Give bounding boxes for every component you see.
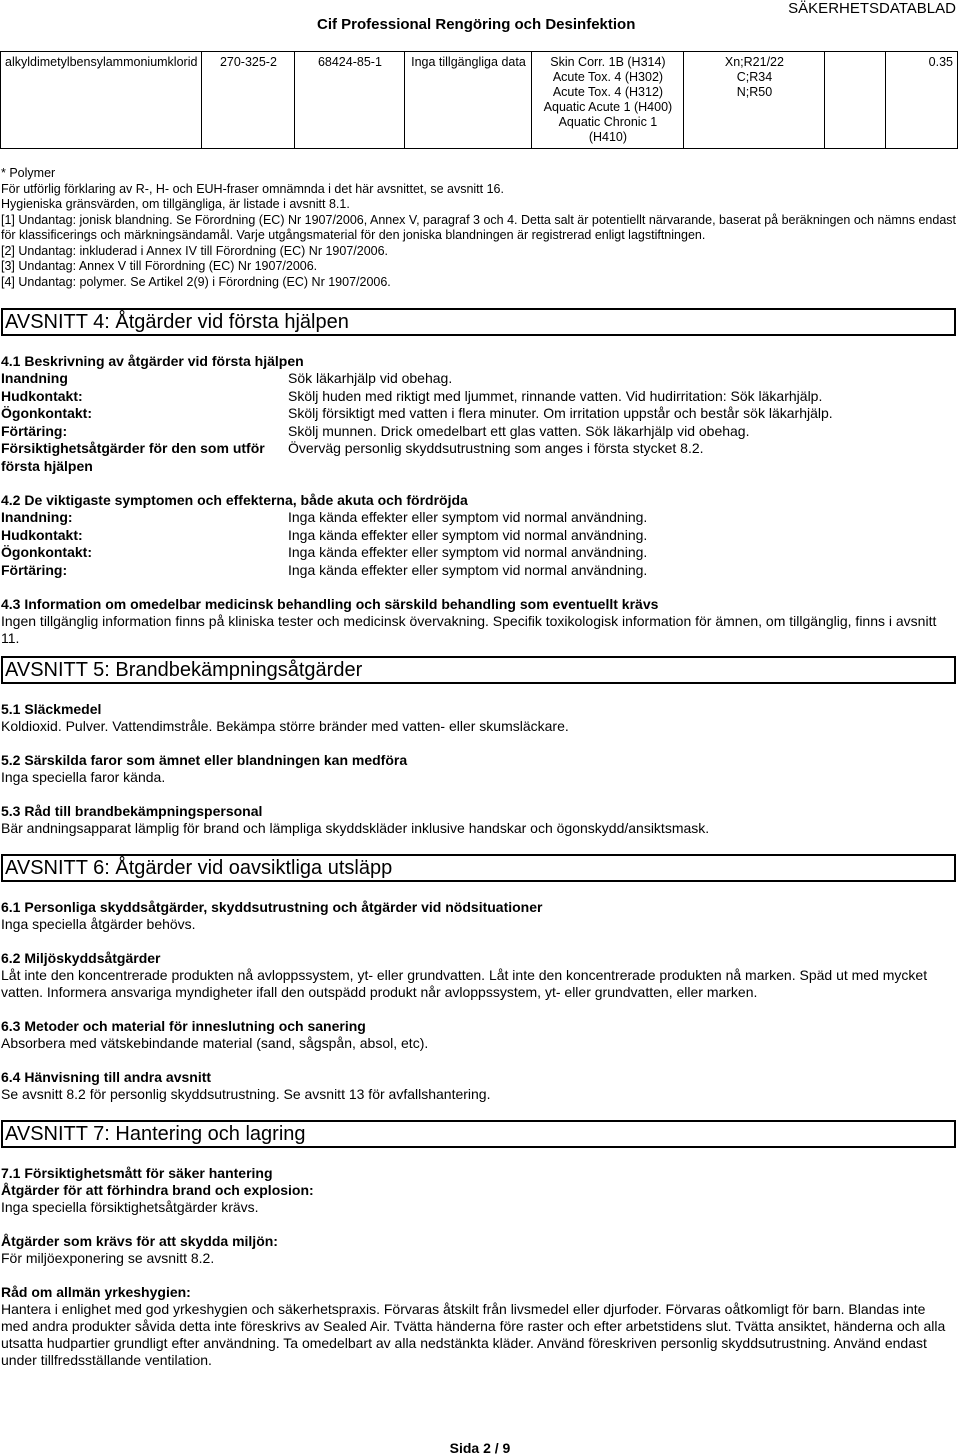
paragraph: För miljöexponering se avsnitt 8.2. — [1, 1250, 215, 1266]
subsection-heading: 6.2 Miljöskyddsåtgärder — [1, 950, 161, 966]
paragraph: Låt inte den koncentrerade produkten nå avloppssystem, yt- eller grundvatten. Låt inte den koncentrerade produkten nå marken. Späd ut med mycket vatten. Informera ansvariga myndigheter ifall den outspädd produkt når avloppssystem, yt- eller grundvatten, eller marken. — [1, 967, 928, 1000]
subsection-heading: 4.1 Beskrivning av åtgärder vid första hjälpen — [1, 353, 304, 369]
subsection-heading: 7.1 Försiktighetsmått för säker hantering — [1, 1165, 273, 1181]
clp-line: Acute Tox. 4 (H312) — [552, 85, 664, 99]
paragraph: Ingen tillgänglig information finns på kliniska tester och medicinsk övervakning. Specifik toxikologisk information för ämnen, om tillgänglig, finns i avsnitt 11. — [1, 613, 937, 646]
paragraph: Se avsnitt 8.2 för personlig skyddsutrustning. Se avsnitt 13 för avfallshantering. — [1, 1086, 491, 1102]
reach-number: Inga tillgängliga data — [405, 52, 532, 149]
dsd-line: N;R50 — [736, 85, 773, 99]
section-5-title: AVSNITT 5: Brandbekämpningsåtgärder — [1, 656, 956, 684]
first-aid-row — [1, 405, 956, 423]
subsection-heading: 6.3 Metoder och material för inneslutning och sanering — [1, 1018, 366, 1034]
row-label: Inandning: — [1, 509, 73, 525]
subheading: Råd om allmän yrkeshygien: — [1, 1284, 191, 1300]
row-value: Inga kända effekter eller symptom vid normal användning. — [288, 544, 648, 560]
first-aid-row — [1, 440, 956, 475]
note-line: För utförlig förklaring av R-, H- och EUH-fraser omnämnda i det här avsnittet, se avsnitt 16. — [1, 181, 504, 196]
row-label: Ögonkontakt: — [1, 544, 92, 560]
row-value: Sök läkarhjälp vid obehag. — [288, 370, 453, 386]
paragraph: Inga speciella försiktighetsåtgärder krävs. — [1, 1199, 259, 1215]
symptom-row — [1, 527, 956, 545]
paragraph: Hantera i enlighet med god yrkeshygien och säkerhetspraxis. Förvaras åtskilt från livsmedel eller djurfoder. Förvaras oåtkomligt för barn. Blandas inte med andra produkter såvida detta inte föreskrivs av Sealed Air. Tvätta händerna före raster och efter arbetstidens slut. Tvätta ansiktet, händerna och alla utsatta hudpartier grundligt efter användning. Ta omedelbart av alla nedstänkta kläder. Använd föreskriven personlig skyddsutrustning. Använd endast under tillfredsställande ventilation. — [1, 1301, 946, 1368]
subheading: Åtgärder för att förhindra brand och explosion: — [1, 1182, 314, 1198]
composition-notes — [1, 166, 956, 290]
cas-number: 68424-85-1 — [295, 52, 405, 149]
note-line: [2] Undantag: inkluderad i Annex IV till Förordning (EC) Nr 1907/2006. — [1, 243, 389, 258]
note-line: Hygieniska gränsvärden, om tillgängliga, är listade i avsnitt 8.1. — [1, 197, 350, 211]
clp-line: Aquatic Chronic 1 — [558, 115, 658, 129]
dsd-classification — [684, 52, 825, 149]
row-label: Inandning — [1, 370, 68, 386]
clp-line: (H410) — [588, 130, 628, 144]
subsection-heading: 5.3 Råd till brandbekämpningspersonal — [1, 803, 263, 819]
dsd-line: Xn;R21/22 — [724, 55, 784, 69]
row-value: Skölj försiktigt med vatten i flera minuter. Om irritation uppstår och består sök läkarhjälp. — [288, 405, 833, 421]
row-label: Förtäring: — [1, 561, 68, 578]
document-title: Cif Professional Rengöring och Desinfektion — [317, 16, 636, 33]
notes-cell — [825, 52, 886, 149]
row-value: Inga kända effekter eller symptom vid normal användning. — [288, 509, 648, 525]
ingredient-name: alkyldimetylbensylammoniumklorid — [1, 52, 202, 149]
row-label: Hudkontakt: — [1, 526, 83, 543]
row-value: Inga kända effekter eller symptom vid normal användning. — [288, 526, 648, 543]
symptom-row — [1, 544, 956, 562]
row-value: Skölj huden med riktigt med ljummet, rinnande vatten. Vid hudirritation: Sök läkarhjälp. — [288, 387, 823, 404]
weight-percent: 0.35 — [886, 52, 958, 149]
main-content — [1, 308, 956, 1369]
paragraph: Bär andningsapparat lämplig för brand och lämpliga skyddskläder inklusive handskar och ögonskydd/ansiktsmask. — [1, 820, 710, 836]
first-aid-row — [1, 388, 956, 406]
note-line: * Polymer — [1, 166, 56, 180]
document-type: SÄKERHETSDATABLAD — [788, 0, 956, 17]
subsection-heading: 4.2 De viktigaste symptomen och effekterna, både akuta och fördröjda — [1, 492, 468, 508]
paragraph: Inga speciella faror kända. — [1, 769, 166, 785]
clp-classification — [532, 52, 684, 149]
row-value: Överväg personlig skyddsutrustning som anges i första stycket 8.2. — [288, 440, 704, 456]
subsection-heading: 5.2 Särskilda faror som ämnet eller blandningen kan medföra — [1, 752, 408, 768]
paragraph: Absorbera med vätskebindande material (sand, sågspån, absol, etc). — [1, 1035, 429, 1051]
subsection-heading: 5.1 Släckmedel — [1, 701, 102, 717]
symptom-row — [1, 509, 956, 527]
subheading: Åtgärder som krävs för att skydda miljön: — [1, 1233, 278, 1249]
clp-line: Acute Tox. 4 (H302) — [552, 70, 664, 84]
row-value: Inga kända effekter eller symptom vid normal användning. — [288, 561, 648, 578]
note-line: [1] Undantag: jonisk blandning. Se Förordning (EC) Nr 1907/2006, Annex V, paragraf 3 och 4. Detta salt är potentiellt närvarande, baserat på beräkningen och nämns endast för klassificerings och märkningsändamål. Varje utgångsmaterial för den joniska blandningen är registrerad enligt lagstiftningen. — [1, 212, 957, 242]
section-7-title: AVSNITT 7: Hantering och lagring — [1, 1120, 956, 1148]
dsd-line: C;R34 — [736, 70, 773, 84]
subsection-heading: 6.1 Personliga skyddsåtgärder, skyddsutrustning och åtgärder vid nödsituationer — [1, 899, 543, 915]
clp-line: Skin Corr. 1B (H314) — [550, 55, 666, 69]
paragraph: Inga speciella åtgärder behövs. — [1, 916, 196, 932]
symptom-row — [1, 562, 956, 580]
paragraph: Koldioxid. Pulver. Vattendimstråle. Bekämpa större bränder med vatten- eller skumsläckare. — [1, 718, 569, 734]
row-label: Hudkontakt: — [1, 387, 83, 404]
clp-line: Aquatic Acute 1 (H400) — [543, 100, 673, 114]
note-line: [4] Undantag: polymer. Se Artikel 2(9) i Förordning (EC) Nr 1907/2006. — [1, 274, 391, 289]
section-4-title: AVSNITT 4: Åtgärder vid första hjälpen — [1, 308, 956, 336]
table-row — [1, 52, 958, 149]
row-label: Försiktighetsåtgärder för den som utför första hjälpen — [1, 440, 265, 474]
page-header — [0, 0, 960, 40]
first-aid-row — [1, 423, 956, 441]
ec-number: 270-325-2 — [202, 52, 295, 149]
subsection-heading: 4.3 Information om omedelbar medicinsk behandling och särskild behandling som eventuellt krävs — [1, 596, 659, 612]
section-6-title: AVSNITT 6: Åtgärder vid oavsiktliga utsläpp — [1, 854, 956, 882]
note-line: [3] Undantag: Annex V till Förordning (EC) Nr 1907/2006. — [1, 259, 318, 273]
row-value: Skölj munnen. Drick omedelbart ett glas vatten. Sök läkarhjälp vid obehag. — [288, 422, 750, 439]
first-aid-row — [1, 370, 956, 388]
page-number: Sida 2 / 9 — [449, 1440, 511, 1456]
subsection-heading: 6.4 Hänvisning till andra avsnitt — [1, 1069, 212, 1085]
ingredients-table — [0, 51, 958, 149]
row-label: Ögonkontakt: — [1, 405, 92, 421]
row-label: Förtäring: — [1, 422, 68, 439]
